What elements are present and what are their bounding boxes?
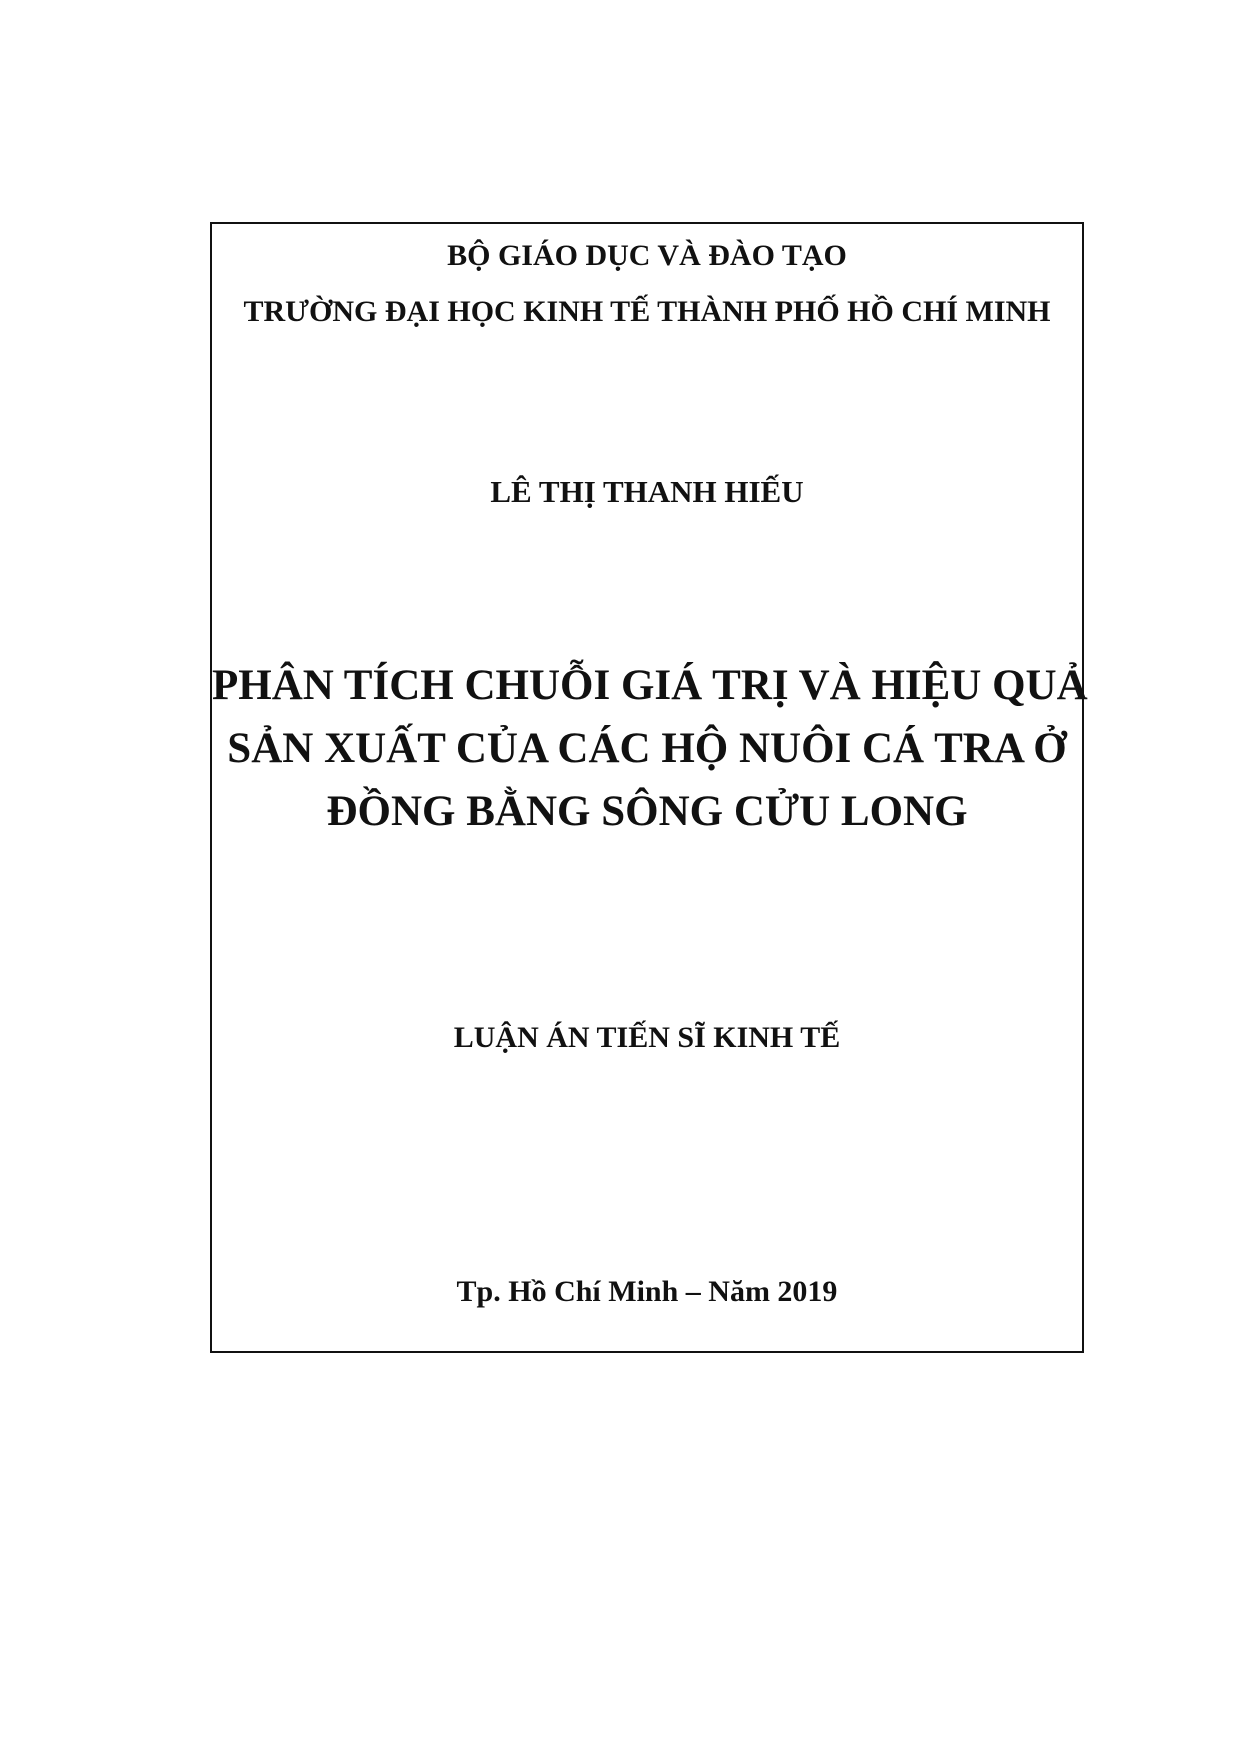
place-year: Tp. Hồ Chí Minh – Năm 2019: [456, 1275, 838, 1308]
degree-label: LUẬN ÁN TIẾN SĨ KINH TẾ: [453, 1021, 841, 1054]
thesis-title-line: PHÂN TÍCH CHUỖI GIÁ TRỊ VÀ HIỆU QUẢ: [212, 662, 1088, 709]
thesis-title-line: SẢN XUẤT CỦA CÁC HỘ NUÔI CÁ TRA Ở: [227, 725, 1067, 772]
cover-frame: [210, 222, 1088, 1353]
ministry-heading: BỘ GIÁO DỤC VÀ ĐÀO TẠO: [447, 239, 847, 272]
author-name: LÊ THỊ THANH HIẾU: [490, 474, 804, 509]
thesis-title-line: ĐỒNG BẰNG SÔNG CỬU LONG: [326, 788, 968, 835]
thesis-title: [212, 654, 1088, 843]
university-heading: TRƯỜNG ĐẠI HỌC KINH TẾ THÀNH PHỐ HỒ CHÍ MINH: [243, 295, 1051, 328]
